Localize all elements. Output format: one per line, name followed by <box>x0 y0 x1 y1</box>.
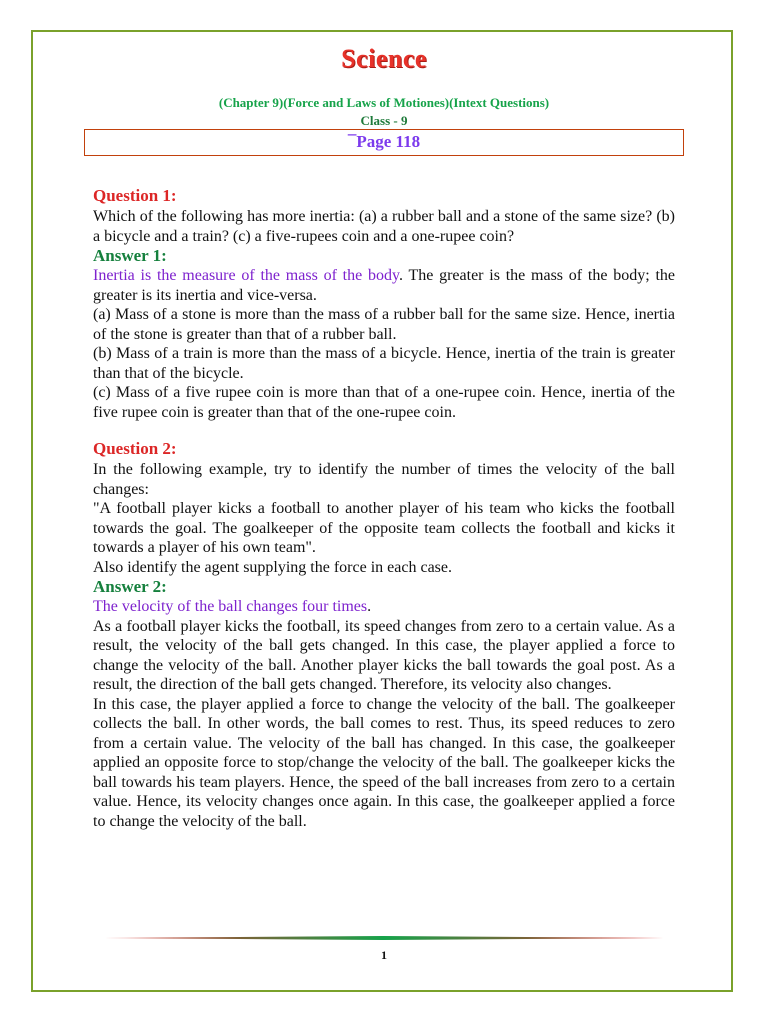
answer-1-intro <box>93 266 675 305</box>
chapter-subtitle: (Chapter 9)(Force and Laws of Motiones)(Intext Questions) <box>218 95 550 110</box>
answer-1-label: Answer 1: <box>93 246 167 265</box>
answer-1-highlight: Inertia is the measure of the mass of the body <box>93 267 399 284</box>
page-number-box: ¯Page 118 <box>84 129 684 156</box>
answer-2-highlight: The velocity of the ball changes four times <box>93 598 368 615</box>
page-number: 1 <box>381 948 387 962</box>
answer-2-paragraph-1: As a football player kicks the football, its speed changes from zero to a certain value. As a result, the velocity of the ball gets changed. In this case, the player applied a force to change the velocity of the ball. Another player kicks the ball towards the goal post. As a result, the direction of the ball gets changed. Therefore, its velocity also changes. <box>93 617 675 693</box>
class-label: Class - 9 <box>360 113 408 128</box>
answer-1-part-c: (c) Mass of a five rupee coin is more than that of a one-rupee coin. Hence, inertia of the five rupee coin is greater than that of the one-rupee coin. <box>93 384 675 421</box>
answer-1-part-a: (a) Mass of a stone is more than the mass of a rubber ball for the same size. Hence, inertia of the stone is greater than that of a rubber ball. <box>93 306 675 343</box>
answer-2-paragraph-2: In this case, the player applied a force to change the velocity of the ball. The goalkeeper collects the ball. In other words, the ball comes to rest. Thus, its speed reduces to zero from a certain value. The velocity of the ball has changed. In this case, the goalkeeper applied an opposite force to stop/change the velocity of the ball. The goalkeeper kicks the ball towards his team players. Hence, the speed of the ball increases from zero to a certain value. Hence, its velocity changes once again. In this case, the goalkeeper applied a force to change the velocity of the ball. <box>93 695 675 830</box>
answer-2-label: Answer 2: <box>93 577 167 596</box>
footer-divider <box>104 936 664 940</box>
question-2-quote: "A football player kicks a football to another player of his team who kicks the football towards the goal. The goalkeeper of the opposite team collects the football and kicks it towards a player of his own team". <box>93 500 675 556</box>
page-title: Science <box>341 44 427 73</box>
answer-1-part-b: (b) Mass of a train is more than the mass of a bicycle. Hence, inertia of the train is greater than that of the bicycle. <box>93 345 675 382</box>
answer-2-intro-end: . <box>367 598 372 615</box>
answer-1-intro-rest: . The greater is the mass of the body; the greater is its inertia and vice-versa. <box>93 267 676 304</box>
answer-2-intro <box>93 597 675 617</box>
question-1-text: Which of the following has more inertia: (a) a rubber ball and a stone of the same size? (b) a bicycle and a train? (c) a five-rupees coin and a one-rupee coin? <box>93 208 675 245</box>
question-2-also: Also identify the agent supplying the force in each case. <box>93 558 452 576</box>
question-1-label: Question 1: <box>93 186 177 205</box>
section-gap <box>93 422 675 438</box>
document-content <box>93 185 675 831</box>
question-2-text: In the following example, try to identify the number of times the velocity of the ball changes: <box>93 461 675 498</box>
question-2-label: Question 2: <box>93 439 177 458</box>
